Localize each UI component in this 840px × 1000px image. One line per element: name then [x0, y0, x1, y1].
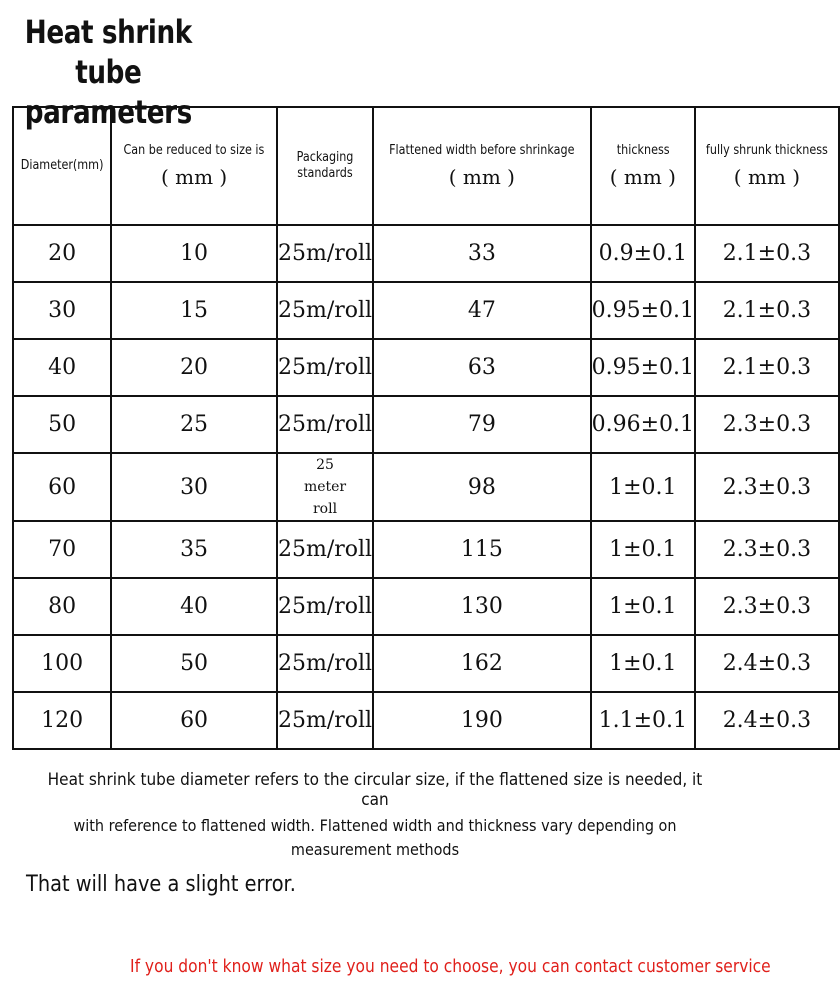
title-line-1: Heat shrink tube: [24, 13, 192, 91]
thickness-cell: 1±0.1: [591, 453, 695, 521]
flattened-width-cell: 130: [373, 578, 591, 635]
packaging-cell: 25m/roll: [277, 339, 373, 396]
diameter-cell: 50: [13, 396, 111, 453]
note-line-3: That will have a slight error.: [26, 872, 296, 897]
table-row: [13, 692, 839, 749]
diameter-cell: 40: [13, 339, 111, 396]
header-packaging: Packaging standards: [277, 107, 373, 225]
shrunk-thickness-cell: 2.1±0.3: [695, 339, 839, 396]
header-thickness: thickness ( mm ): [591, 107, 695, 225]
packaging-cell: 25m/roll: [277, 282, 373, 339]
table-row: [13, 396, 839, 453]
reduced-size-cell: 50: [111, 635, 277, 692]
table-row: [13, 578, 839, 635]
table-row: [13, 282, 839, 339]
title-line-2: parameters: [24, 93, 192, 131]
note-line-2: with reference to flattened width. Flattened width and thickness vary depending on measurement methods: [73, 816, 677, 859]
flattened-width-cell: 98: [373, 453, 591, 521]
table-header-row: [13, 107, 839, 225]
shrunk-thickness-cell: 2.3±0.3: [695, 578, 839, 635]
customer-service-note: If you don't know what size you need to choose, you can contact customer service: [130, 956, 771, 977]
reduced-size-cell: 60: [111, 692, 277, 749]
flattened-width-cell: 162: [373, 635, 591, 692]
flattened-width-cell: 115: [373, 521, 591, 578]
shrunk-thickness-cell: 2.4±0.3: [695, 635, 839, 692]
packaging-cell: 25m/roll: [277, 635, 373, 692]
flattened-width-cell: 33: [373, 225, 591, 282]
thickness-cell: 0.96±0.1: [591, 396, 695, 453]
thickness-cell: 1±0.1: [591, 635, 695, 692]
packaging-cell: 25m/roll: [277, 396, 373, 453]
packaging-cell: 25m/roll: [277, 521, 373, 578]
thickness-cell: 0.95±0.1: [591, 339, 695, 396]
shrunk-thickness-cell: 2.3±0.3: [695, 453, 839, 521]
flattened-width-cell: 190: [373, 692, 591, 749]
reduced-size-cell: 15: [111, 282, 277, 339]
table-row: [13, 225, 839, 282]
thickness-cell: 1.1±0.1: [591, 692, 695, 749]
packaging-cell: 25m/roll: [277, 692, 373, 749]
diameter-cell: 30: [13, 282, 111, 339]
table-row: [13, 521, 839, 578]
thickness-cell: 0.9±0.1: [591, 225, 695, 282]
flattened-width-cell: 47: [373, 282, 591, 339]
parameters-table: [12, 106, 840, 750]
header-diameter: Diameter(mm): [13, 107, 111, 225]
shrunk-thickness-cell: 2.1±0.3: [695, 225, 839, 282]
packaging-cell: 25m/roll: [277, 225, 373, 282]
table-row: [13, 635, 839, 692]
diameter-cell: 60: [13, 453, 111, 521]
reduced-size-cell: 40: [111, 578, 277, 635]
thickness-cell: 0.95±0.1: [591, 282, 695, 339]
diameter-cell: 100: [13, 635, 111, 692]
reduced-size-cell: 20: [111, 339, 277, 396]
reduced-size-cell: 35: [111, 521, 277, 578]
shrunk-thickness-cell: 2.3±0.3: [695, 521, 839, 578]
thickness-cell: 1±0.1: [591, 578, 695, 635]
header-flattened-width: Flattened width before shrinkage ( mm ): [373, 107, 591, 225]
diameter-cell: 80: [13, 578, 111, 635]
reduced-size-cell: 10: [111, 225, 277, 282]
packaging-cell: 25m/roll: [277, 578, 373, 635]
shrunk-thickness-cell: 2.4±0.3: [695, 692, 839, 749]
thickness-cell: 1±0.1: [591, 521, 695, 578]
diameter-cell: 120: [13, 692, 111, 749]
table-row: [13, 339, 839, 396]
diameter-cell: 20: [13, 225, 111, 282]
header-shrunk-thickness: fully shrunk thickness ( mm ): [695, 107, 839, 225]
flattened-width-cell: 63: [373, 339, 591, 396]
diameter-cell: 70: [13, 521, 111, 578]
reduced-size-cell: 30: [111, 453, 277, 521]
note-line-1: Heat shrink tube diameter refers to the circular size, if the flattened size is needed, it can: [47, 770, 703, 810]
header-reduced-size: Can be reduced to size is ( mm ): [111, 107, 277, 225]
reduced-size-cell: 25: [111, 396, 277, 453]
packaging-cell: 25 meter roll: [277, 453, 373, 521]
flattened-width-cell: 79: [373, 396, 591, 453]
shrunk-thickness-cell: 2.3±0.3: [695, 396, 839, 453]
table-row: [13, 453, 839, 521]
shrunk-thickness-cell: 2.1±0.3: [695, 282, 839, 339]
